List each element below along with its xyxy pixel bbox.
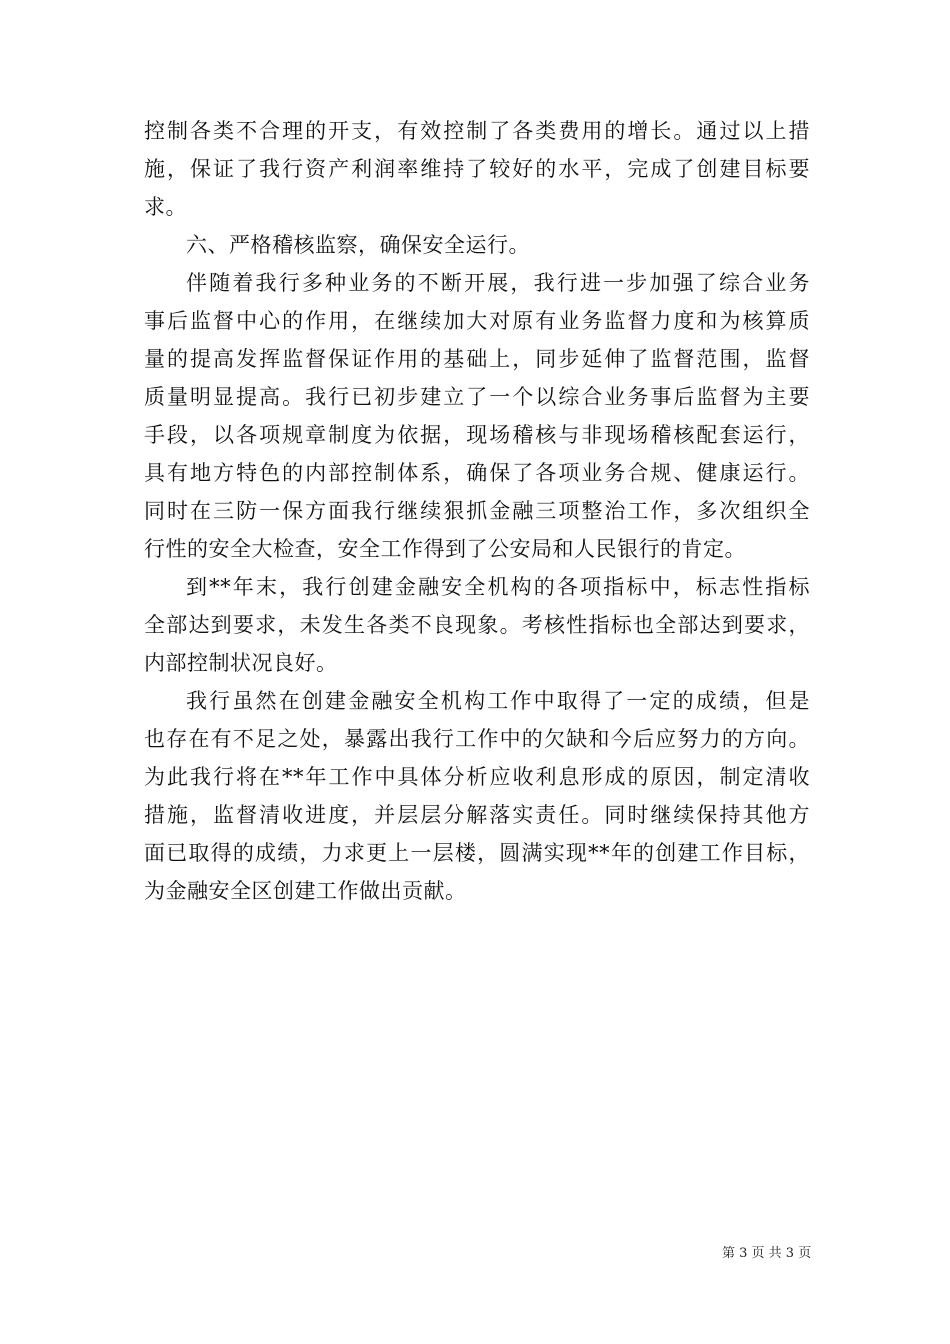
text-line: 事后监督中心的作用，在继续加大对原有业务监督力度和为核算质 xyxy=(144,309,810,333)
text-line: 同时在三防一保方面我行继续狠抓金融三项整治工作，多次组织全 xyxy=(144,499,810,523)
text-line: 为此我行将在**年工作中具体分析应收利息形成的原因，制定清收 xyxy=(144,765,810,789)
page-number: 第 3 页 共 3 页 xyxy=(722,1246,812,1261)
text-line: 控制各类不合理的开支，有效控制了各类费用的增长。通过以上措 xyxy=(144,119,810,143)
text-line: 手段，以各项规章制度为依据，现场稽核与非现场稽核配套运行， xyxy=(144,423,810,447)
text-line: 行性的安全大检查，安全工作得到了公安局和人民银行的肯定。 xyxy=(144,537,746,561)
text-line: 内部控制状况良好。 xyxy=(144,651,338,675)
text-line: 具有地方特色的内部控制体系，确保了各项业务合规、健康运行。 xyxy=(144,461,810,485)
text-line: 到**年末，我行创建金融安全机构的各项指标中，标志性指标 xyxy=(186,575,810,599)
document-body xyxy=(144,112,810,910)
text-line: 为金融安全区创建工作做出贡献。 xyxy=(144,879,467,903)
text-line: 全部达到要求，未发生各类不良现象。考核性指标也全部达到要求， xyxy=(144,613,810,637)
text-line: 措施，监督清收进度，并层层分解落实责任。同时继续保持其他方 xyxy=(144,803,810,827)
text-line: 量的提高发挥监督保证作用的基础上，同步延伸了监督范围，监督 xyxy=(144,347,810,371)
section-heading: 六、严格稽核监察，确保安全运行。 xyxy=(186,233,530,257)
text-line: 施，保证了我行资产利润率维持了较好的水平，完成了创建目标要 xyxy=(144,157,810,181)
text-line: 求。 xyxy=(144,195,187,219)
text-line: 我行虽然在创建金融安全机构工作中取得了一定的成绩，但是 xyxy=(186,689,810,713)
text-line: 伴随着我行多种业务的不断开展，我行进一步加强了综合业务 xyxy=(186,271,810,295)
text-line: 面已取得的成绩，力求更上一层楼，圆满实现**年的创建工作目标， xyxy=(144,841,810,865)
text-line: 也存在有不足之处，暴露出我行工作中的欠缺和今后应努力的方向。 xyxy=(144,727,810,751)
text-line: 质量明显提高。我行已初步建立了一个以综合业务事后监督为主要 xyxy=(144,385,810,409)
